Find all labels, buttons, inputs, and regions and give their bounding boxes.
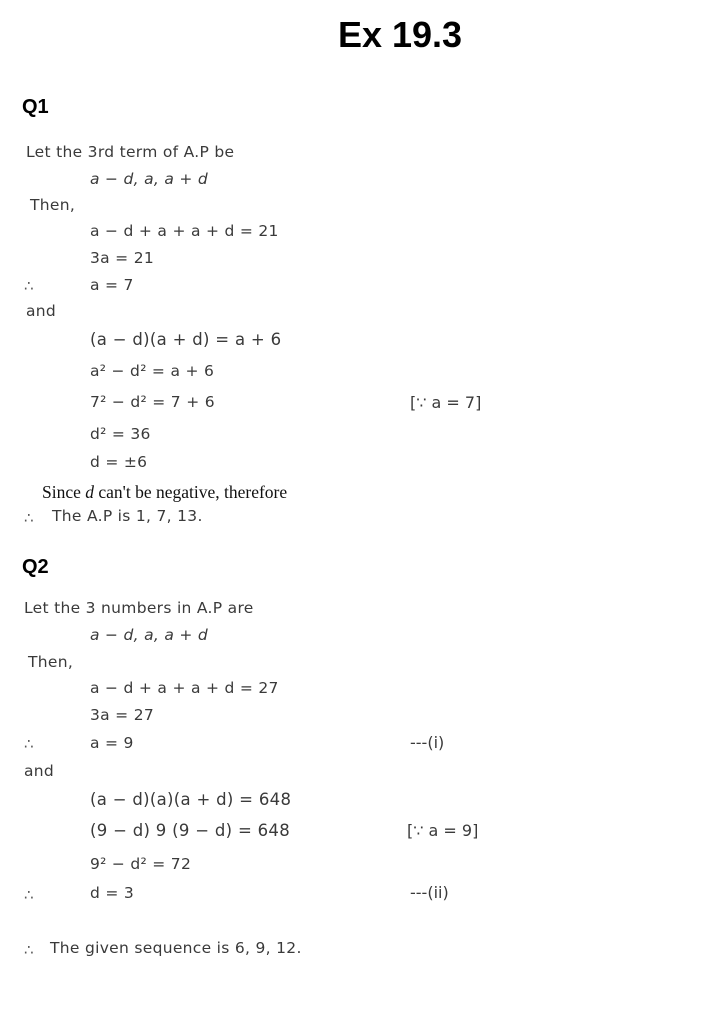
- q2-eq3: a = 9: [90, 734, 134, 752]
- q1-since: [42, 482, 287, 503]
- q1-conclusion: The A.P is 1, 7, 13.: [52, 507, 203, 525]
- q2-eq6: 9² − d² = 72: [90, 855, 192, 873]
- q1-eq6: 7² − d² = 7 + 6: [90, 393, 215, 411]
- q2-therefore-2: ∴: [24, 886, 34, 904]
- q1-therefore: ∴: [24, 277, 34, 295]
- q2-then: Then,: [28, 653, 74, 671]
- q2-eq7: d = 3: [90, 884, 135, 902]
- q2-eq2: 3a = 27: [90, 706, 155, 724]
- q1-then: Then,: [30, 196, 76, 214]
- since-text-pre: Since: [42, 482, 86, 502]
- q1-eq5: a² − d² = a + 6: [90, 362, 215, 380]
- q2-conclusion: The given sequence is 6, 9, 12.: [50, 939, 302, 957]
- q2-eq4: (a − d)(a)(a + d) = 648: [90, 790, 292, 809]
- q1-eq3: a = 7: [90, 276, 134, 294]
- q2-eq5: (9 − d) 9 (9 − d) = 648: [90, 821, 291, 840]
- since-text-post: can't be negative, therefore: [94, 482, 288, 502]
- q1-eq8: d = ±6: [90, 453, 148, 471]
- q2-eq7-note: ---(ii): [410, 883, 449, 902]
- q2-and: and: [24, 762, 55, 780]
- q2-therefore: ∴: [24, 735, 34, 753]
- q1-eq2: 3a = 21: [90, 249, 155, 267]
- q1-terms: a − d, a, a + d: [90, 170, 209, 188]
- page-title: Ex 19.3: [337, 14, 463, 55]
- q2-therefore-3: ∴: [24, 941, 34, 959]
- q2-eq1: a − d + a + a + d = 27: [90, 679, 279, 697]
- q2-eq3-note: ---(i): [410, 733, 445, 752]
- q1-eq6-note: [∵ a = 7]: [410, 393, 482, 412]
- q2-eq5-note: [∵ a = 9]: [407, 821, 479, 840]
- question-1-heading: Q1: [22, 96, 49, 118]
- q2-intro: Let the 3 numbers in A.P are: [24, 599, 254, 617]
- question-2-heading: Q2: [22, 556, 49, 578]
- q1-eq1: a − d + a + a + d = 21: [90, 222, 279, 240]
- q1-eq4: (a − d)(a + d) = a + 6: [90, 330, 282, 349]
- q1-therefore-2: ∴: [24, 509, 34, 527]
- q1-and: and: [26, 302, 57, 320]
- q1-intro: Let the 3rd term of A.P be: [26, 143, 235, 161]
- q1-eq7: d² = 36: [90, 425, 151, 443]
- q2-terms: a − d, a, a + d: [90, 626, 209, 644]
- since-variable: d: [85, 482, 95, 502]
